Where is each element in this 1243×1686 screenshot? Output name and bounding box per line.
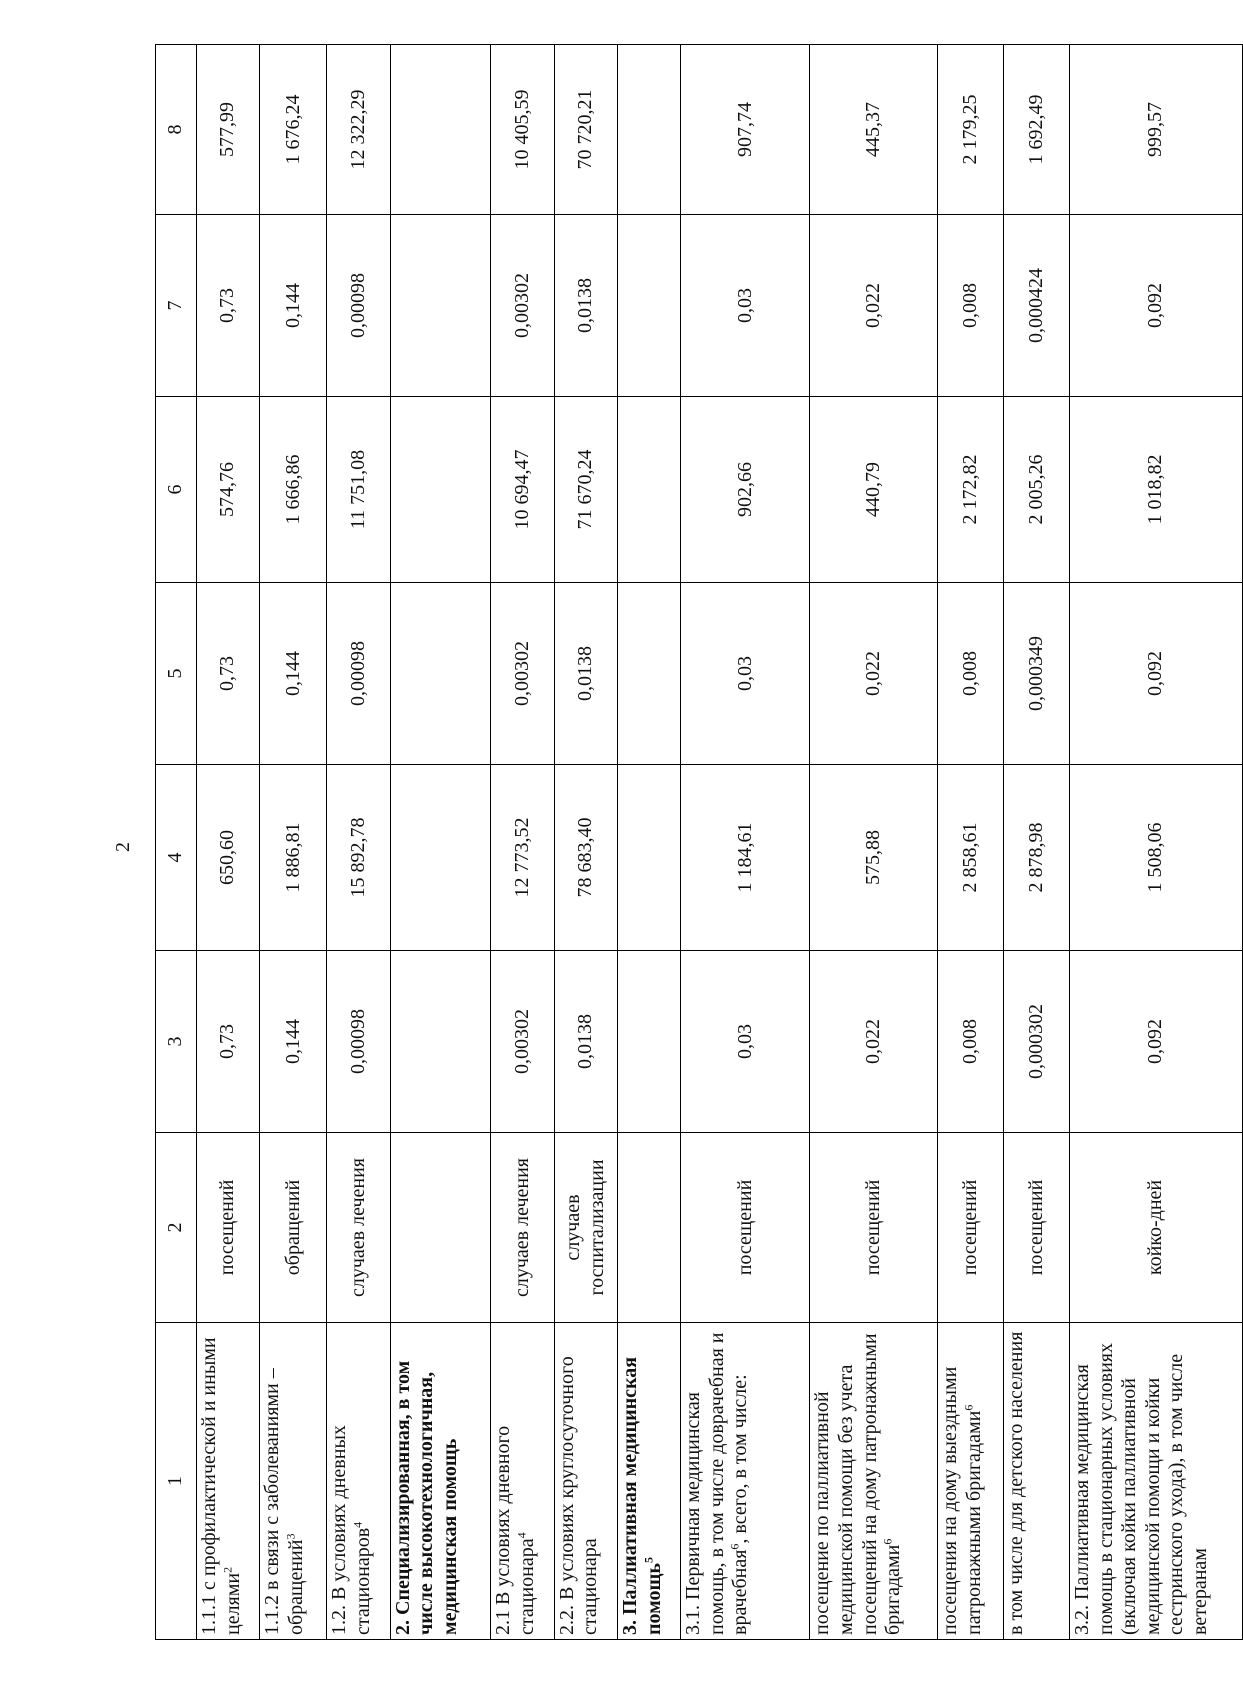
value-cell: 12 773,52: [491, 765, 554, 951]
value-cell: [617, 765, 680, 951]
value-cell: [390, 765, 490, 951]
value-cell: 0,000424: [1004, 215, 1070, 397]
value-cell: 907,74: [681, 45, 810, 215]
unit-cell: посещений: [681, 1133, 810, 1323]
header-row: [156, 45, 197, 1640]
column-header: 6: [156, 397, 197, 583]
page-number: 2: [112, 842, 134, 852]
footnote-marker: 6: [880, 1538, 895, 1545]
value-cell: 0,144: [260, 583, 327, 765]
footnote-marker: 6: [727, 1543, 742, 1550]
footnote-marker: 6: [961, 1404, 976, 1411]
unit-cell: посещений: [197, 1133, 260, 1323]
table-row: [197, 45, 260, 1640]
value-cell: 10 694,47: [491, 397, 554, 583]
row-label-cell: [197, 1323, 260, 1640]
row-label-cell: [810, 1323, 938, 1640]
value-cell: 0,008: [938, 951, 1004, 1133]
value-cell: 0,00302: [491, 215, 554, 397]
value-cell: 0,73: [197, 951, 260, 1133]
unit-cell: посещений: [938, 1133, 1004, 1323]
table-row: [681, 45, 810, 1640]
value-cell: 0,73: [197, 215, 260, 397]
row-label-continuation: , всего, в том числе:: [729, 1374, 752, 1544]
value-cell: 0,0138: [554, 215, 617, 397]
row-label: 3.2. Паллиативная медицинская помощь в стационарных условиях (включая койки паллиативной медицинской помощи и койки сестринского ухода), в том числе ветеранам: [1070, 1342, 1211, 1635]
value-cell: 2 005,26: [1004, 397, 1070, 583]
value-cell: 70 720,21: [554, 45, 617, 215]
value-cell: 1 508,06: [1069, 765, 1242, 951]
value-cell: 78 683,40: [554, 765, 617, 951]
value-cell: 650,60: [197, 765, 260, 951]
table-row: [810, 45, 938, 1640]
column-header: 5: [156, 583, 197, 765]
value-cell: 902,66: [681, 397, 810, 583]
row-label: 2.1 В условиях дневного стационара: [492, 1425, 538, 1635]
value-cell: 577,99: [197, 45, 260, 215]
column-header: 4: [156, 765, 197, 951]
value-cell: 0,00302: [491, 951, 554, 1133]
row-label: посещение по паллиативной медицинской помощи без учета посещений на дому патронажными бригадами: [811, 1333, 905, 1635]
value-cell: 1 184,61: [681, 765, 810, 951]
value-cell: 2 878,98: [1004, 765, 1070, 951]
value-cell: 440,79: [810, 397, 938, 583]
value-cell: 10 405,59: [491, 45, 554, 215]
row-label-cell: [1069, 1323, 1242, 1640]
row-label-cell: [260, 1323, 327, 1640]
table-row: [554, 45, 617, 1640]
value-cell: 0,000302: [1004, 951, 1070, 1133]
table-body: [197, 45, 1243, 1640]
unit-cell: [617, 1133, 680, 1323]
value-cell: 0,000349: [1004, 583, 1070, 765]
value-cell: 0,03: [681, 583, 810, 765]
row-label: 2.2. В условиях круглосуточного стационара: [555, 1356, 602, 1635]
unit-cell: койко-дней: [1069, 1133, 1242, 1323]
rotated-table-container: [155, 45, 1243, 1640]
value-cell: [390, 583, 490, 765]
value-cell: 0,022: [810, 215, 938, 397]
value-cell: 0,0138: [554, 583, 617, 765]
row-label-cell: [327, 1323, 390, 1640]
value-cell: 12 322,29: [327, 45, 390, 215]
value-cell: 1 692,49: [1004, 45, 1070, 215]
value-cell: 2 179,25: [938, 45, 1004, 215]
unit-cell: посещений: [810, 1133, 938, 1323]
footnote-marker: 5: [640, 1557, 655, 1564]
row-label-cell: [390, 1323, 490, 1640]
value-cell: [390, 397, 490, 583]
value-cell: 575,88: [810, 765, 938, 951]
table-row: [491, 45, 554, 1640]
row-label-cell: [1004, 1323, 1070, 1640]
unit-cell: случаев госпитализации: [554, 1133, 617, 1323]
unit-cell: случаев лечения: [491, 1133, 554, 1323]
value-cell: [390, 45, 490, 215]
value-cell: 0,092: [1069, 215, 1242, 397]
row-label: 1.1.1 с профилактической и иными целями: [198, 1337, 244, 1635]
table-row: [1069, 45, 1242, 1640]
footnote-marker: 4: [350, 1521, 365, 1528]
unit-cell: посещений: [1004, 1133, 1070, 1323]
row-label-cell: [938, 1323, 1004, 1640]
row-label: 3.1. Первичная медицинская помощь, в том числе доврачебная и врачебная: [682, 1332, 752, 1635]
footnote-marker: 3: [283, 1533, 298, 1540]
value-cell: 445,37: [810, 45, 938, 215]
data-table: [155, 44, 1243, 1640]
value-cell: 0,0138: [554, 951, 617, 1133]
value-cell: [617, 583, 680, 765]
value-cell: 0,092: [1069, 951, 1242, 1133]
value-cell: 11 751,08: [327, 397, 390, 583]
row-label: 3. Паллиативная медицинская помощь: [618, 1356, 665, 1635]
row-label-cell: [491, 1323, 554, 1640]
table-row: [390, 45, 490, 1640]
value-cell: 1 666,86: [260, 397, 327, 583]
value-cell: 0,73: [197, 583, 260, 765]
table-row: [260, 45, 327, 1640]
value-cell: 0,144: [260, 951, 327, 1133]
value-cell: 0,00098: [327, 583, 390, 765]
value-cell: 0,022: [810, 583, 938, 765]
value-cell: 0,03: [681, 951, 810, 1133]
row-label-cell: [554, 1323, 617, 1640]
value-cell: 1 018,82: [1069, 397, 1242, 583]
value-cell: 0,008: [938, 215, 1004, 397]
row-label: в том числе для детского населения: [1005, 1331, 1028, 1635]
table-row: [617, 45, 680, 1640]
value-cell: 2 858,61: [938, 765, 1004, 951]
value-cell: 0,00098: [327, 951, 390, 1133]
row-label: посещения на дому выездными патронажными бригадами: [939, 1366, 986, 1635]
value-cell: 2 172,82: [938, 397, 1004, 583]
column-header: 7: [156, 215, 197, 397]
column-header: 1: [156, 1323, 197, 1640]
column-header: 2: [156, 1133, 197, 1323]
table-row: [327, 45, 390, 1640]
value-cell: 0,022: [810, 951, 938, 1133]
value-cell: 0,00302: [491, 583, 554, 765]
value-cell: [617, 397, 680, 583]
value-cell: 0,00098: [327, 215, 390, 397]
value-cell: 1 676,24: [260, 45, 327, 215]
row-label: 2. Специализированная, в том числе высокотехнологичная, медицинская помощь: [391, 1360, 461, 1635]
value-cell: [617, 215, 680, 397]
value-cell: [390, 951, 490, 1133]
value-cell: 71 670,24: [554, 397, 617, 583]
row-label: 1.2. В условиях дневных стационаров: [328, 1425, 374, 1635]
unit-cell: [390, 1133, 490, 1323]
row-label: 1.1.2 в связи с заболеваниями – обращений: [261, 1368, 307, 1635]
row-label-cell: [617, 1323, 680, 1640]
table-row: [938, 45, 1004, 1640]
table-row: [1004, 45, 1070, 1640]
row-label-cell: [681, 1323, 810, 1640]
unit-cell: случаев лечения: [327, 1133, 390, 1323]
footnote-marker: 2: [219, 1566, 234, 1573]
value-cell: 0,008: [938, 583, 1004, 765]
unit-cell: обращений: [260, 1133, 327, 1323]
value-cell: 574,76: [197, 397, 260, 583]
value-cell: [617, 45, 680, 215]
value-cell: 999,57: [1069, 45, 1242, 215]
footnote-marker: 4: [514, 1532, 529, 1539]
value-cell: 0,144: [260, 215, 327, 397]
value-cell: [617, 951, 680, 1133]
value-cell: 1 886,81: [260, 765, 327, 951]
value-cell: 15 892,78: [327, 765, 390, 951]
value-cell: [390, 215, 490, 397]
value-cell: 0,092: [1069, 583, 1242, 765]
value-cell: 0,03: [681, 215, 810, 397]
column-header: 3: [156, 951, 197, 1133]
column-header: 8: [156, 45, 197, 215]
